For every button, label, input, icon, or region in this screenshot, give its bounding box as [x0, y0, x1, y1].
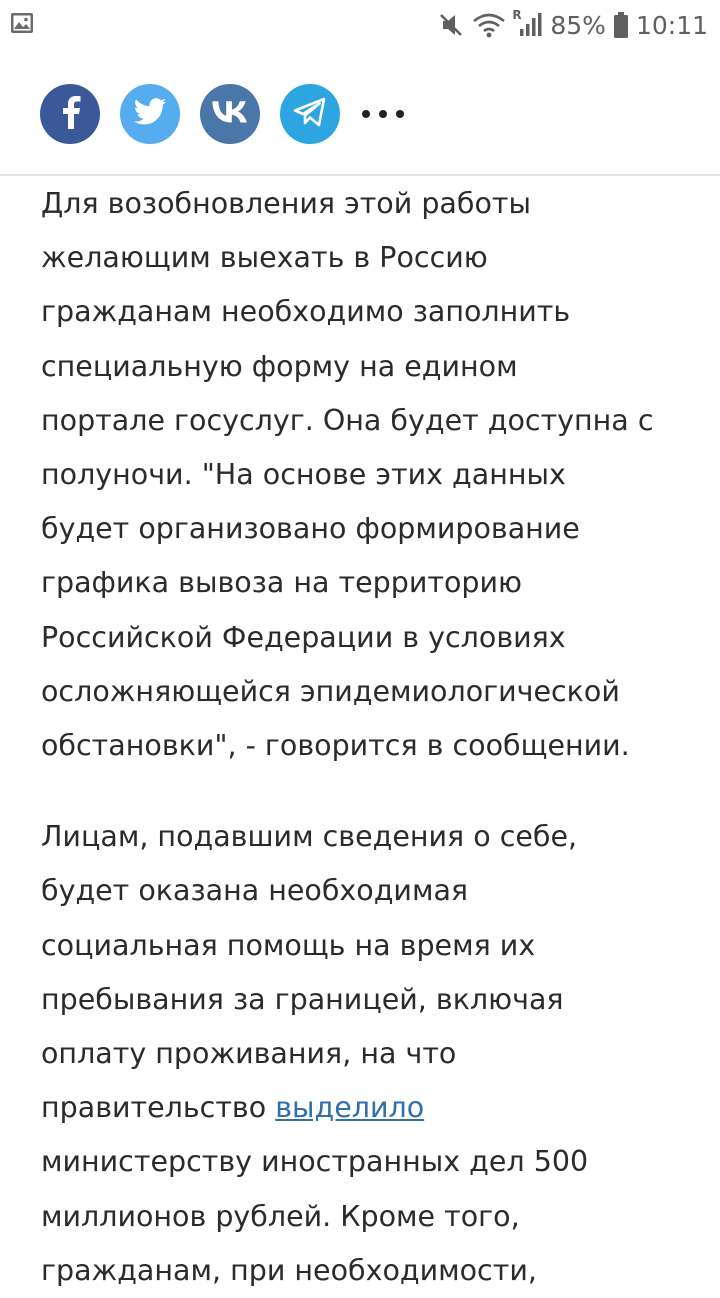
wifi-icon [472, 12, 506, 38]
battery-icon [614, 12, 628, 38]
dot [396, 110, 404, 118]
signal-icon [512, 8, 542, 38]
article-body [41, 176, 701, 1298]
battery-percent: 85% [550, 10, 606, 40]
dot [379, 110, 387, 118]
text-line: специальную форму на едином [41, 349, 518, 383]
text-line: полуночи. "На основе этих данных [41, 458, 566, 492]
text-line: портале госуслуг. Она будет доступна с [41, 403, 654, 437]
share-bar [0, 50, 720, 176]
text-line: будет организовано формирование [41, 512, 580, 546]
share-telegram-button[interactable] [280, 84, 340, 144]
text-line: правительство [41, 1091, 276, 1125]
status-bar [0, 0, 720, 50]
text-line: будет оказана необходимая [41, 874, 469, 908]
text-line: гражданам необходимо заполнить [41, 295, 571, 329]
article-paragraph-1 [41, 177, 701, 773]
vk-icon [212, 101, 248, 128]
text-line: оплату проживания, на что [41, 1037, 457, 1071]
share-twitter-button[interactable] [120, 84, 180, 144]
share-vk-button[interactable] [200, 84, 260, 144]
article-paragraph-2 [41, 810, 701, 1298]
share-facebook-button[interactable] [40, 84, 100, 144]
text-line: графика вывоза на территорию [41, 566, 523, 600]
text-line: пребывания за границей, включая [41, 982, 564, 1016]
article-link-vydelilo[interactable]: выделило [275, 1091, 425, 1125]
text-line: Лицам, подавшим сведения о себе, [41, 820, 578, 854]
text-line: министерству иностранных дел 500 [41, 1145, 589, 1179]
text-line: осложняющейся эпидемиологической [41, 674, 620, 708]
text-line: миллионов рублей. Кроме того, [41, 1199, 520, 1233]
network-roaming-label: R [512, 8, 522, 22]
clock: 10:11 [635, 10, 708, 40]
text-line: обстановки", - говорится в сообщении. [41, 729, 630, 763]
twitter-icon [133, 98, 167, 131]
mute-icon [438, 12, 464, 38]
dot [362, 110, 370, 118]
more-dots-icon[interactable] [362, 108, 404, 120]
text-line: Российской Федерации в условиях [41, 620, 566, 654]
gallery-icon [10, 12, 34, 39]
text-line: желающим выехать в Россию [41, 241, 488, 275]
text-line: Для возобновления этой работы [41, 187, 531, 220]
text-line: гражданам, при необходимости, [41, 1253, 537, 1287]
telegram-icon [293, 97, 327, 132]
text-line: социальная помощь на время их [41, 928, 536, 962]
facebook-icon [57, 95, 83, 134]
